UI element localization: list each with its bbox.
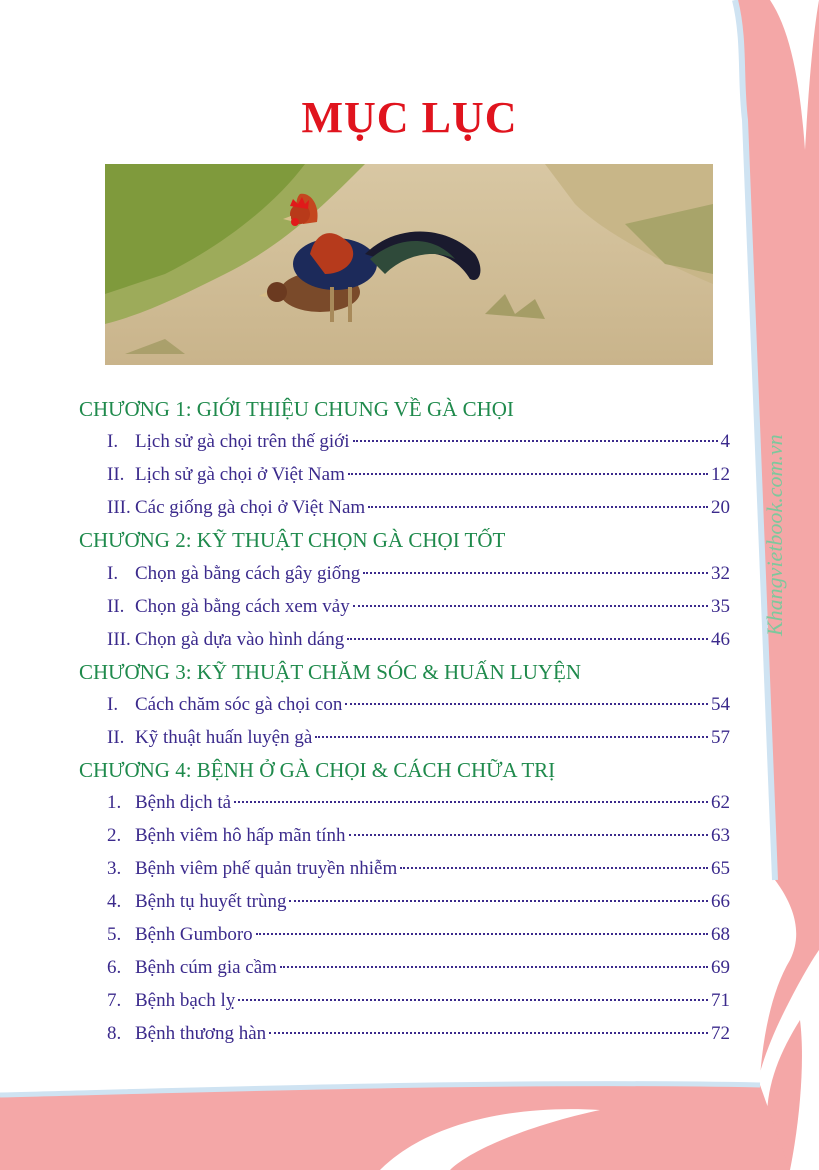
dot-leader	[347, 637, 708, 640]
toc-entry[interactable]	[107, 692, 730, 718]
entry-label: Lịch sử gà chọi trên thế giới	[135, 431, 350, 452]
entry-label: Chọn gà bằng cách gây giống	[135, 563, 361, 584]
dot-leader	[353, 439, 718, 442]
entry-label: Bệnh tụ huyết trùng	[135, 891, 287, 912]
dot-leader	[349, 833, 708, 836]
dot-leader	[400, 866, 708, 869]
entry-label: Chọn gà dựa vào hình dáng	[135, 629, 345, 650]
entry-number: II.	[107, 596, 125, 617]
entry-page-number: 4	[720, 431, 730, 452]
dot-leader	[353, 604, 708, 607]
entry-number: 2.	[107, 825, 122, 846]
entry-number: I.	[107, 563, 119, 584]
entry-number: 5.	[107, 924, 122, 945]
entry-page-number: 46	[711, 629, 730, 650]
toc-entry[interactable]	[107, 988, 730, 1014]
toc-entry[interactable]	[107, 922, 730, 948]
entry-label: Bệnh viêm phế quản truyền nhiễm	[135, 858, 398, 879]
page-title: MỤC LỤC	[301, 93, 518, 142]
toc-entry[interactable]	[107, 856, 730, 882]
entry-number: 4.	[107, 891, 122, 912]
entry-number: III.	[107, 497, 131, 518]
entry-page-number: 65	[711, 858, 730, 879]
toc-entry[interactable]	[107, 561, 730, 587]
toc-entry[interactable]	[107, 1021, 730, 1047]
toc-entry[interactable]	[107, 790, 730, 816]
entry-label: Bệnh dịch tả	[135, 792, 232, 813]
dot-leader	[238, 998, 708, 1001]
entry-page-number: 62	[711, 792, 730, 813]
entry-label: Bệnh Gumboro	[135, 924, 253, 945]
toc-entry[interactable]	[107, 823, 730, 849]
entry-label: Bệnh cúm gia cầm	[135, 957, 277, 978]
toc-entry[interactable]	[107, 462, 730, 488]
toc-entry[interactable]	[107, 495, 730, 521]
toc-entry[interactable]	[107, 594, 730, 620]
publisher-website-text: Khangvietbook.com.vn	[762, 434, 787, 636]
entry-page-number: 68	[711, 924, 730, 945]
entry-label: Bệnh thương hàn	[135, 1023, 267, 1044]
entry-label: Các giống gà chọi ở Việt Nam	[135, 497, 366, 518]
entry-number: 1.	[107, 792, 122, 813]
dot-leader	[280, 965, 708, 968]
dot-leader	[345, 702, 708, 705]
entry-page-number: 72	[711, 1023, 730, 1044]
toc-entry[interactable]	[107, 429, 730, 455]
entry-page-number: 69	[711, 957, 730, 978]
dot-leader	[289, 899, 708, 902]
entry-page-number: 12	[711, 464, 730, 485]
toc-entry[interactable]	[107, 955, 730, 981]
chapter-2-title: CHƯƠNG 2: KỸ THUẬT CHỌN GÀ CHỌI TỐT	[79, 528, 506, 552]
entry-number: I.	[107, 431, 119, 452]
entry-number: II.	[107, 464, 125, 485]
entry-label: Bệnh bạch lỵ	[135, 990, 236, 1011]
chapter-4-title: CHƯƠNG 4: BỆNH Ở GÀ CHỌI & CÁCH CHỮA TRỊ	[79, 758, 556, 782]
entry-number: 7.	[107, 990, 122, 1011]
entry-page-number: 66	[711, 891, 730, 912]
entry-number: I.	[107, 694, 119, 715]
entry-number: 6.	[107, 957, 122, 978]
entry-page-number: 54	[711, 694, 730, 715]
entry-page-number: 57	[711, 727, 730, 748]
entry-page-number: 71	[711, 990, 730, 1011]
entry-number: III.	[107, 629, 131, 650]
entry-label: Chọn gà bằng cách xem vảy	[135, 596, 350, 617]
entry-page-number: 20	[711, 497, 730, 518]
entry-page-number: 63	[711, 825, 730, 846]
dot-leader	[234, 800, 708, 803]
entry-label: Bệnh viêm hô hấp mãn tính	[135, 825, 346, 846]
entry-label: Cách chăm sóc gà chọi con	[135, 694, 343, 715]
entry-page-number: 35	[711, 596, 730, 617]
entry-number: II.	[107, 727, 125, 748]
chapter-1-title: CHƯƠNG 1: GIỚI THIỆU CHUNG VỀ GÀ CHỌI	[79, 397, 514, 421]
entry-number: 3.	[107, 858, 122, 879]
dot-leader	[315, 735, 708, 738]
chapter-3-title: CHƯƠNG 3: KỸ THUẬT CHĂM SÓC & HUẤN LUYỆN	[79, 660, 582, 684]
entry-label: Kỹ thuật huấn luyện gà	[135, 727, 313, 748]
toc-entry[interactable]	[107, 889, 730, 915]
dot-leader	[269, 1031, 708, 1034]
entry-number: 8.	[107, 1023, 122, 1044]
dot-leader	[348, 472, 708, 475]
entry-label: Lịch sử gà chọi ở Việt Nam	[135, 464, 345, 485]
dot-leader	[363, 571, 708, 574]
dot-leader	[256, 932, 708, 935]
toc-entry[interactable]	[107, 627, 730, 653]
toc-entry[interactable]	[107, 725, 730, 751]
dot-leader	[368, 505, 708, 508]
entry-page-number: 32	[711, 563, 730, 584]
